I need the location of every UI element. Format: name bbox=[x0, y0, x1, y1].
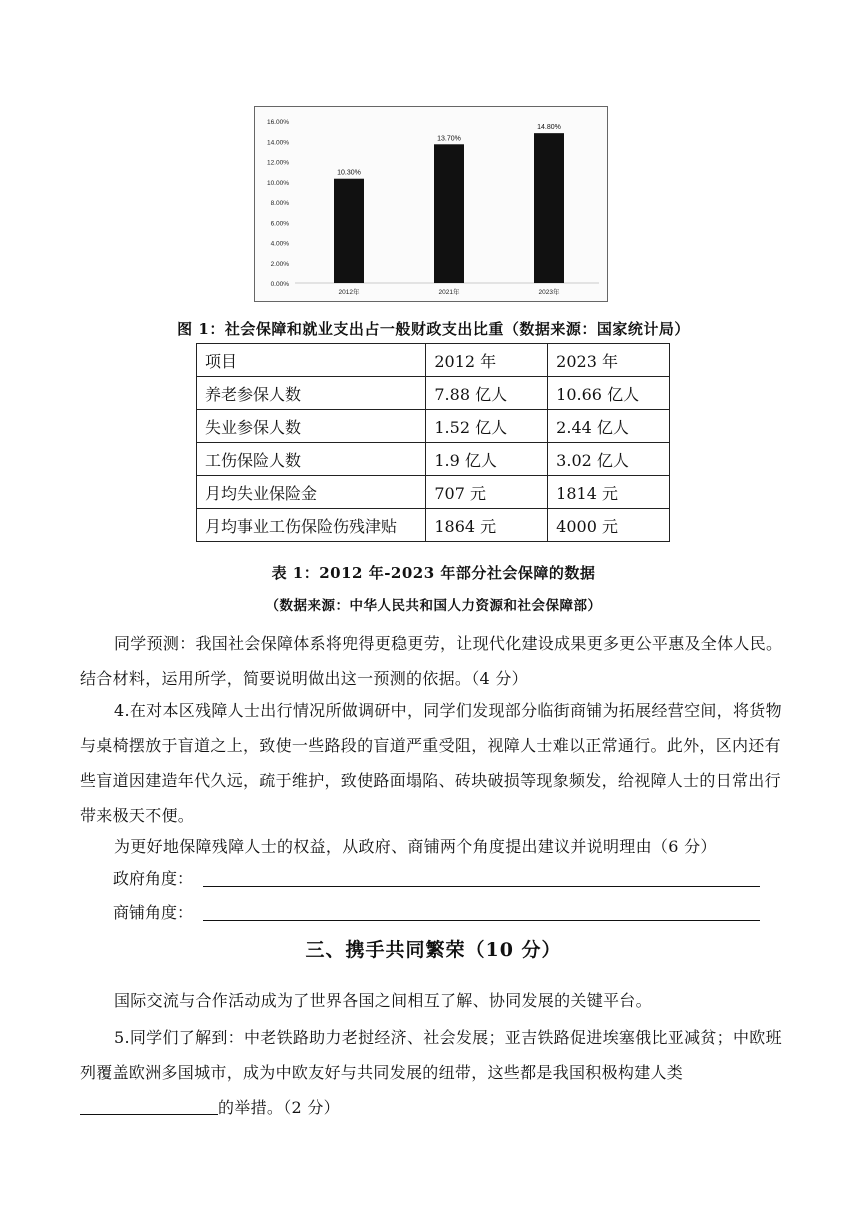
gov-answer-field[interactable] bbox=[113, 866, 193, 890]
q5-tail: 的举措。（2 分） bbox=[218, 1098, 340, 1117]
y-tick-label: 12.00% bbox=[266, 159, 289, 167]
q4-text: 4.在对本区残障人士出行情况所做调研中，同学们发现部分临街商铺为拓展经营空间，将货物与桌椅摆放于盲道之上，致使一些路段的盲道严重受阻，视障人士难以正常通行。此外，区内还有些盲道因建造年代久远，疏于维护，致使路面塌陷、砖块破损等现象频发，给视障人士的日常出行带来极天不便。 bbox=[80, 701, 782, 825]
table-row bbox=[197, 476, 670, 509]
table-row bbox=[197, 377, 670, 410]
y-tick-label: 14.00% bbox=[266, 139, 289, 147]
table-row bbox=[197, 509, 670, 542]
table-cell: 10.66 亿人 bbox=[548, 377, 670, 410]
social-security-table bbox=[196, 343, 670, 542]
table-cell: 7.88 亿人 bbox=[426, 377, 548, 410]
table-header-row bbox=[197, 344, 670, 377]
table-cell: 1.9 亿人 bbox=[426, 443, 548, 476]
table-cell: 1.52 亿人 bbox=[426, 410, 548, 443]
shop-answer-label: 商铺角度： bbox=[113, 903, 194, 922]
y-tick-label: 16.00% bbox=[266, 119, 289, 126]
bar bbox=[534, 133, 564, 283]
section-3-intro: 国际交流与合作活动成为了世界各国之间相互了解、协同发展的关键平台。 bbox=[114, 991, 652, 1010]
q5-text bbox=[80, 1020, 795, 1125]
bar-value-label: 13.70% bbox=[437, 135, 461, 143]
bar bbox=[434, 144, 464, 283]
table-cell: 4000 元 bbox=[548, 509, 670, 542]
table-cell: 月均失业保险金 bbox=[197, 476, 426, 509]
table-cell: 707 元 bbox=[426, 476, 548, 509]
bar bbox=[334, 179, 364, 283]
table-cell: 养老参保人数 bbox=[197, 377, 426, 410]
q5-body: 5.同学们了解到：中老铁路助力老挝经济、社会发展；亚吉铁路促进埃塞俄比亚减贫；中欧班列覆盖欧洲多国城市，成为中欧友好与共同发展的纽带，这些都是我国积极构建人类 bbox=[80, 1028, 782, 1082]
table-cell: 2.44 亿人 bbox=[548, 410, 670, 443]
gov-answer-label: 政府角度： bbox=[113, 869, 194, 888]
figure-caption: 图 1：社会保障和就业支出占一般财政支出比重（数据来源：国家统计局） bbox=[177, 320, 690, 338]
table-cell: 失业参保人数 bbox=[197, 410, 426, 443]
y-tick-label: 2.00% bbox=[270, 260, 289, 268]
shop-answer-field[interactable] bbox=[113, 900, 193, 924]
y-tick-label: 10.00% bbox=[266, 179, 289, 187]
bar-value-label: 14.80% bbox=[537, 124, 561, 132]
bar-chart-svg bbox=[255, 107, 609, 303]
x-tick-label: 2021年 bbox=[438, 289, 460, 296]
table-cell: 1864 元 bbox=[426, 509, 548, 542]
q3-prompt: 同学预测：我国社会保障体系将兜得更稳更劳，让现代化建设成果更多更公平惠及全体人民。结合材料，运用所学，简要说明做出这一预测的依据。（4 分） bbox=[80, 634, 783, 688]
bar-chart bbox=[254, 106, 608, 302]
bar-value-label: 10.30% bbox=[337, 169, 361, 177]
table-cell: 月均事业工伤保险伤残津贴 bbox=[197, 509, 426, 542]
x-tick-label: 2012年 bbox=[338, 289, 360, 296]
y-tick-label: 4.00% bbox=[270, 240, 289, 248]
table-header-cell: 项目 bbox=[197, 344, 426, 377]
table-caption: 表 1：2012 年-2023 年部分社会保障的数据 bbox=[271, 564, 596, 582]
x-tick-label: 2023年 bbox=[538, 289, 560, 296]
table-cell: 3.02 亿人 bbox=[548, 443, 670, 476]
shop-answer-rule bbox=[203, 920, 760, 921]
q5-blank[interactable] bbox=[80, 1096, 218, 1115]
table-source: （数据来源：中华人民共和国人力资源和社会保障部） bbox=[265, 598, 602, 614]
y-tick-label: 6.00% bbox=[270, 220, 289, 228]
gov-answer-rule bbox=[203, 886, 760, 887]
table-row bbox=[197, 443, 670, 476]
table-cell: 1814 元 bbox=[548, 476, 670, 509]
section-3-title: 三、携手共同繁荣（10 分） bbox=[305, 939, 562, 961]
table-row bbox=[197, 410, 670, 443]
table-cell: 工伤保险人数 bbox=[197, 443, 426, 476]
y-tick-label: 8.00% bbox=[270, 200, 289, 207]
y-tick-label: 0.00% bbox=[270, 281, 289, 288]
table-header-cell: 2012 年 bbox=[426, 344, 548, 377]
table-header-cell: 2023 年 bbox=[548, 344, 670, 377]
q4-prompt: 为更好地保障残障人士的权益，从政府、商铺两个角度提出建议并说明理由（6 分） bbox=[114, 837, 717, 856]
